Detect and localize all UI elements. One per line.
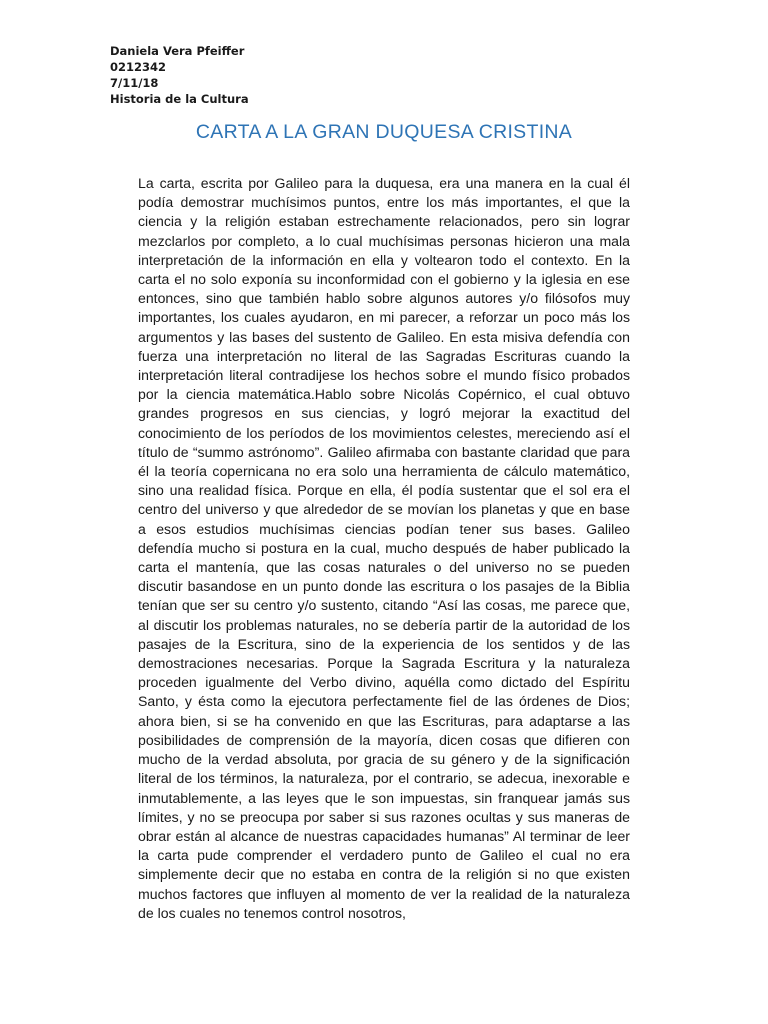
document-title: CARTA A LA GRAN DUQUESA CRISTINA	[195, 121, 573, 143]
author-name: Daniela Vera Pfeiffer	[110, 44, 245, 58]
document-header	[110, 43, 249, 107]
course-name: Historia de la Cultura	[110, 92, 249, 106]
document-date: 7/11/18	[110, 76, 159, 90]
student-id: 0212342	[110, 60, 167, 74]
body-paragraph: La carta, escrita por Galileo para la duquesa, era una manera en la cual él podía demostrar muchísimos puntos, entre los más importantes, el que la ciencia y la religión estaban estrechamente relacionados, pero sin lograr mezclarlos por completo, a lo cual muchísimas personas hicieron una mala interpretación de la información en ella y voltearon todo el contexto. En la carta el no solo exponía su inconformidad con el gobierno y la iglesia en ese entonces, sino que también hablo sobre algunos autores y/o filósofos muy importantes, los cuales ayudaron, en mi parecer, a reforzar un poco más los argumentos y las bases del sustento de Galileo. En esta misiva defendía con fuerza una interpretación no literal de las Sagradas Escrituras cuando la interpretación literal contradijese los hechos sobre el mundo físico probados por la ciencia matemática.Hablo sobre Nicolás Copérnico, el cual obtuvo grandes progresos en sus ciencias, y logró mejorar la exactitud del conocimiento de los períodos de los movimientos celestes, mereciendo así el título de “summo astrónomo”. Galileo afirmaba con bastante claridad que para él la teoría copernicana no era solo una herramienta de cálculo matemático, sino una realidad física. Porque en ella, él podía sustentar que el sol era el centro del universo y que alrededor de se movían los planetas y que en base a esos estudios muchísimas ciencias podían tener sus bases. Galileo defendía mucho si postura en la cual, mucho después de haber publicado la carta el mantenía, que las cosas naturales o del universo no se pueden discutir basandose en un punto donde las escritura o los pasajes de la Biblia tenían que ser su centro y/o sustento, citando “Así las cosas, me parece que, al discutir los problemas naturales, no se debería partir de la autoridad de los pasajes de la Escritura, sino de la experiencia de los sentidos y de las demostraciones necesarias. Porque la Sagrada Escritura y la naturaleza proceden igualmente del Verbo divino, aquélla como dictado del Espíritu Santo, y ésta como la ejecutora perfectamente fiel de las órdenes de Dios; ahora bien, si se ha convenido en que las Escrituras, para adaptarse a las posibilidades de comprensión de la mayoría, dicen cosas que difieren con mucho de la verdad absoluta, por gracia de su género y de la significación literal de los términos, la naturaleza, por el contrario, se adecua, inexorable e inmutablemente, a las leyes que le son impuestas, sin franquear jamás sus límites, y no se preocupa por saber si sus razones ocultas y sus maneras de obrar están al alcance de nuestras capacidades humanas” Al terminar de leer la carta pude comprender el verdadero punto de Galileo el cual no era simplemente decir que no estaba en contra de la religión si no que existen muchos factores que influyen al momento de ver la realidad de la naturaleza de los cuales no tenemos control nosotros,	[138, 175, 630, 921]
